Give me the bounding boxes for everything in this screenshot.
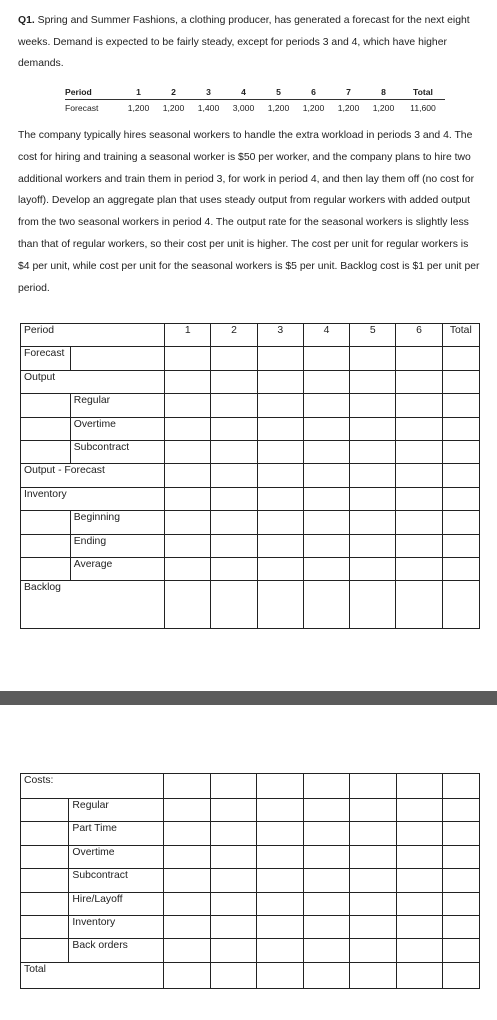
forecast-table	[65, 84, 445, 115]
input-cell[interactable]	[442, 557, 479, 580]
blank-cell	[21, 394, 71, 417]
forecast-table-forecast-label: Forecast	[65, 102, 99, 113]
question-label: Q1.	[18, 15, 35, 26]
input-cell[interactable]	[164, 799, 210, 822]
input-cell[interactable]	[442, 417, 479, 440]
forecast-table-period-2: 2	[156, 84, 191, 100]
row-label-output: Output	[21, 370, 165, 393]
input-cell[interactable]	[396, 557, 442, 580]
forecast-value-4: 3,000	[232, 102, 255, 113]
row-label-inventory: Inventory	[21, 487, 165, 510]
plan-row-forecast	[21, 347, 480, 370]
cost-label-inventory: Inventory	[69, 915, 164, 938]
input-cell[interactable]	[164, 822, 210, 845]
blank-cell	[21, 557, 71, 580]
aggregate-plan-grid	[20, 323, 480, 629]
input-cell[interactable]	[165, 557, 211, 580]
input-cell[interactable]	[350, 822, 396, 845]
row-label-ending: Ending	[70, 534, 164, 557]
input-cell[interactable]	[303, 440, 349, 463]
input-cell[interactable]	[303, 394, 349, 417]
input-cell[interactable]	[210, 892, 256, 915]
plan-row-output-minus-forecast	[21, 464, 480, 487]
blank-cell	[21, 822, 69, 845]
input-cell[interactable]	[396, 511, 442, 534]
plan-period-label: Period	[21, 324, 165, 347]
input-cell[interactable]	[443, 845, 480, 868]
input-cell[interactable]	[303, 347, 349, 370]
input-cell[interactable]	[165, 417, 211, 440]
input-cell[interactable]	[396, 869, 442, 892]
input-cell[interactable]	[164, 915, 210, 938]
input-cell[interactable]	[164, 939, 210, 962]
forecast-table-period-3: 3	[191, 84, 226, 100]
forecast-value-8: 1,200	[372, 102, 395, 113]
input-cell[interactable]	[443, 869, 480, 892]
row-label-forecast: Forecast	[21, 347, 71, 370]
forecast-value-1: 1,200	[127, 102, 150, 113]
cost-label-overtime: Overtime	[69, 845, 164, 868]
input-cell[interactable]	[165, 394, 211, 417]
input-cell[interactable]	[210, 774, 256, 799]
input-cell[interactable]	[257, 487, 303, 510]
input-cell[interactable]	[396, 347, 442, 370]
plan-row-subcontract	[21, 440, 480, 463]
plan-row-overtime	[21, 417, 480, 440]
input-cell[interactable]	[442, 464, 479, 487]
input-cell[interactable]	[303, 370, 349, 393]
input-cell[interactable]	[257, 822, 303, 845]
cost-row-back-orders	[21, 939, 480, 962]
input-cell[interactable]	[257, 440, 303, 463]
input-cell[interactable]	[257, 394, 303, 417]
plan-period-2: 2	[211, 324, 257, 347]
input-cell[interactable]	[210, 799, 256, 822]
input-cell[interactable]	[164, 774, 210, 799]
input-cell[interactable]	[442, 347, 479, 370]
input-cell[interactable]	[211, 581, 257, 629]
input-cell[interactable]	[350, 799, 396, 822]
input-cell[interactable]	[257, 799, 303, 822]
input-cell[interactable]	[257, 962, 303, 988]
plan-header-row	[21, 324, 480, 347]
input-cell[interactable]	[257, 464, 303, 487]
plan-row-output	[21, 370, 480, 393]
input-cell[interactable]	[303, 915, 349, 938]
input-cell[interactable]	[396, 892, 442, 915]
input-cell[interactable]	[350, 939, 396, 962]
input-cell[interactable]	[303, 581, 349, 629]
input-cell[interactable]	[257, 892, 303, 915]
row-label-regular: Regular	[70, 394, 164, 417]
input-cell[interactable]	[211, 557, 257, 580]
plan-row-beginning	[21, 511, 480, 534]
plan-period-3: 3	[257, 324, 303, 347]
input-cell[interactable]	[257, 774, 303, 799]
input-cell[interactable]	[165, 347, 211, 370]
input-cell[interactable]	[396, 799, 442, 822]
plan-period-4: 4	[303, 324, 349, 347]
input-cell[interactable]	[350, 892, 396, 915]
input-cell[interactable]	[303, 417, 349, 440]
row-label-output-minus-forecast: Output - Forecast	[21, 464, 165, 487]
input-cell[interactable]	[443, 774, 480, 799]
forecast-value-7: 1,200	[337, 102, 360, 113]
input-cell[interactable]	[210, 939, 256, 962]
input-cell[interactable]	[350, 962, 396, 988]
input-cell[interactable]	[443, 915, 480, 938]
input-cell[interactable]	[303, 822, 349, 845]
input-cell[interactable]	[442, 581, 479, 629]
input-cell[interactable]	[396, 370, 442, 393]
row-label-subcontract: Subcontract	[70, 440, 164, 463]
blank-cell	[21, 511, 71, 534]
input-cell[interactable]	[165, 511, 211, 534]
input-cell[interactable]	[350, 845, 396, 868]
input-cell[interactable]	[210, 822, 256, 845]
input-cell[interactable]	[442, 370, 479, 393]
input-cell[interactable]	[210, 869, 256, 892]
input-cell[interactable]	[211, 487, 257, 510]
forecast-total-value: 11,600	[410, 102, 436, 113]
input-cell[interactable]	[442, 440, 479, 463]
input-cell[interactable]	[211, 417, 257, 440]
row-label-backlog: Backlog	[21, 581, 165, 629]
forecast-table-total-label: Total	[401, 84, 445, 100]
input-cell[interactable]	[257, 511, 303, 534]
input-cell[interactable]	[303, 799, 349, 822]
input-cell[interactable]	[257, 845, 303, 868]
input-cell[interactable]	[443, 822, 480, 845]
input-cell[interactable]	[303, 487, 349, 510]
cost-row-regular	[21, 799, 480, 822]
plan-row-backlog	[21, 581, 480, 629]
input-cell[interactable]	[396, 915, 442, 938]
blank-cell	[21, 869, 69, 892]
input-cell[interactable]	[257, 581, 303, 629]
input-cell[interactable]	[303, 939, 349, 962]
input-cell[interactable]	[303, 892, 349, 915]
cost-label-subcontract: Subcontract	[69, 869, 164, 892]
input-cell[interactable]	[350, 487, 396, 510]
input-cell[interactable]	[396, 581, 442, 629]
input-cell[interactable]	[211, 347, 257, 370]
cost-row-inventory	[21, 915, 480, 938]
input-cell[interactable]	[396, 487, 442, 510]
cost-row-part-time	[21, 822, 480, 845]
input-cell[interactable]	[396, 939, 442, 962]
input-cell[interactable]	[211, 370, 257, 393]
blank-cell	[21, 799, 69, 822]
page-divider	[0, 691, 497, 705]
input-cell[interactable]	[303, 774, 349, 799]
input-cell[interactable]	[211, 440, 257, 463]
input-cell[interactable]	[165, 581, 211, 629]
input-cell[interactable]	[442, 394, 479, 417]
plan-row-ending	[21, 534, 480, 557]
cost-row-subcontract	[21, 869, 480, 892]
input-cell[interactable]	[350, 534, 396, 557]
input-cell[interactable]	[257, 915, 303, 938]
plan-row-regular	[21, 394, 480, 417]
cost-row-hire-layoff	[21, 892, 480, 915]
question-body: Spring and Summer Fashions, a clothing producer, has generated a forecast for the next eight weeks. Demand is expected to be fairly steady, except for periods 3 and 4, which have higher demands.	[18, 15, 470, 69]
cost-row-header	[21, 774, 480, 799]
input-cell[interactable]	[396, 417, 442, 440]
input-cell[interactable]	[165, 370, 211, 393]
input-cell[interactable]	[164, 869, 210, 892]
input-cell[interactable]	[350, 915, 396, 938]
input-cell[interactable]	[443, 799, 480, 822]
input-cell[interactable]	[257, 417, 303, 440]
input-cell[interactable]	[442, 487, 479, 510]
input-cell[interactable]	[350, 347, 396, 370]
input-cell[interactable]	[164, 962, 210, 988]
input-cell[interactable]	[396, 822, 442, 845]
row-label-overtime: Overtime	[70, 417, 164, 440]
plan-row-inventory	[21, 487, 480, 510]
forecast-table-period-4: 4	[226, 84, 261, 100]
input-cell[interactable]	[303, 464, 349, 487]
input-cell[interactable]	[210, 915, 256, 938]
blank-cell	[21, 915, 69, 938]
cost-label-regular: Regular	[69, 799, 164, 822]
input-cell[interactable]	[396, 440, 442, 463]
input-cell[interactable]	[303, 962, 349, 988]
blank-cell	[21, 845, 69, 868]
cost-label-back-orders: Back orders	[69, 939, 164, 962]
blank-cell	[21, 534, 71, 557]
input-cell[interactable]	[443, 939, 480, 962]
plan-period-6: 6	[396, 324, 442, 347]
forecast-value-2: 1,200	[162, 102, 185, 113]
input-cell[interactable]	[442, 534, 479, 557]
forecast-table-period-7: 7	[331, 84, 366, 100]
forecast-table-period-6: 6	[296, 84, 331, 100]
input-cell[interactable]	[210, 962, 256, 988]
input-cell[interactable]	[211, 511, 257, 534]
input-cell[interactable]	[303, 845, 349, 868]
input-cell[interactable]	[396, 845, 442, 868]
input-cell[interactable]	[303, 511, 349, 534]
plan-row-average	[21, 557, 480, 580]
forecast-value-3: 1,400	[197, 102, 220, 113]
input-cell[interactable]	[350, 869, 396, 892]
question-text	[18, 10, 482, 75]
input-cell[interactable]	[396, 534, 442, 557]
input-cell[interactable]	[257, 869, 303, 892]
input-cell[interactable]	[350, 464, 396, 487]
input-cell[interactable]	[350, 394, 396, 417]
input-cell[interactable]	[350, 511, 396, 534]
input-cell[interactable]	[257, 534, 303, 557]
blank-cell	[21, 939, 69, 962]
input-cell[interactable]	[257, 347, 303, 370]
input-cell[interactable]	[257, 370, 303, 393]
input-cell[interactable]	[396, 464, 442, 487]
input-cell[interactable]	[442, 511, 479, 534]
input-cell[interactable]	[211, 534, 257, 557]
forecast-value-6: 1,200	[302, 102, 325, 113]
input-cell[interactable]	[350, 370, 396, 393]
blank-cell	[70, 347, 164, 370]
blank-cell	[21, 440, 71, 463]
blank-cell	[21, 417, 71, 440]
forecast-table-period-label: Period	[65, 84, 121, 100]
input-cell[interactable]	[303, 869, 349, 892]
input-cell[interactable]	[257, 939, 303, 962]
input-cell[interactable]	[303, 557, 349, 580]
forecast-table-period-1: 1	[121, 84, 156, 100]
input-cell[interactable]	[350, 774, 396, 799]
input-cell[interactable]	[165, 487, 211, 510]
cost-row-total	[21, 962, 480, 988]
input-cell[interactable]	[396, 774, 442, 799]
input-cell[interactable]	[396, 962, 442, 988]
input-cell[interactable]	[396, 394, 442, 417]
input-cell[interactable]	[350, 440, 396, 463]
costs-label: Costs:	[21, 774, 164, 799]
row-label-beginning: Beginning	[70, 511, 164, 534]
row-label-average: Average	[70, 557, 164, 580]
plan-total-label: Total	[442, 324, 479, 347]
costs-grid	[20, 773, 480, 989]
input-cell[interactable]	[257, 557, 303, 580]
plan-period-5: 5	[350, 324, 396, 347]
forecast-table-period-5: 5	[261, 84, 296, 100]
input-cell[interactable]	[443, 892, 480, 915]
cost-label-total: Total	[21, 962, 164, 988]
input-cell[interactable]	[211, 464, 257, 487]
problem-paragraph: The company typically hires seasonal workers to handle the extra workload in periods 3 and 4. The cost for hiring and training a seasonal worker is $50 per worker, and the company plans to hire two additional workers and train them in period 3, for work in period 4, and then lay them off (no cost for layoff). Develop an aggregate plan that uses steady output from regular workers with added output from the two seasonal workers in period 4. The output rate for the seasonal workers is slightly less than that of regular workers, so their cost per unit is higher. The cost per unit for regular workers is $4 per unit, while cost per unit for the seasonal workers is $5 per unit. Backlog cost is $1 per unit per period.	[18, 130, 480, 294]
input-cell[interactable]	[165, 534, 211, 557]
input-cell[interactable]	[303, 534, 349, 557]
forecast-value-5: 1,200	[267, 102, 290, 113]
input-cell[interactable]	[165, 440, 211, 463]
cost-label-part-time: Part Time	[69, 822, 164, 845]
input-cell[interactable]	[443, 962, 480, 988]
input-cell[interactable]	[164, 845, 210, 868]
input-cell[interactable]	[164, 892, 210, 915]
input-cell[interactable]	[165, 464, 211, 487]
input-cell[interactable]	[350, 417, 396, 440]
cost-row-overtime	[21, 845, 480, 868]
forecast-table-period-8: 8	[366, 84, 401, 100]
input-cell[interactable]	[350, 581, 396, 629]
plan-period-1: 1	[165, 324, 211, 347]
input-cell[interactable]	[211, 394, 257, 417]
blank-cell	[21, 892, 69, 915]
input-cell[interactable]	[350, 557, 396, 580]
input-cell[interactable]	[210, 845, 256, 868]
cost-label-hire-layoff: Hire/Layoff	[69, 892, 164, 915]
